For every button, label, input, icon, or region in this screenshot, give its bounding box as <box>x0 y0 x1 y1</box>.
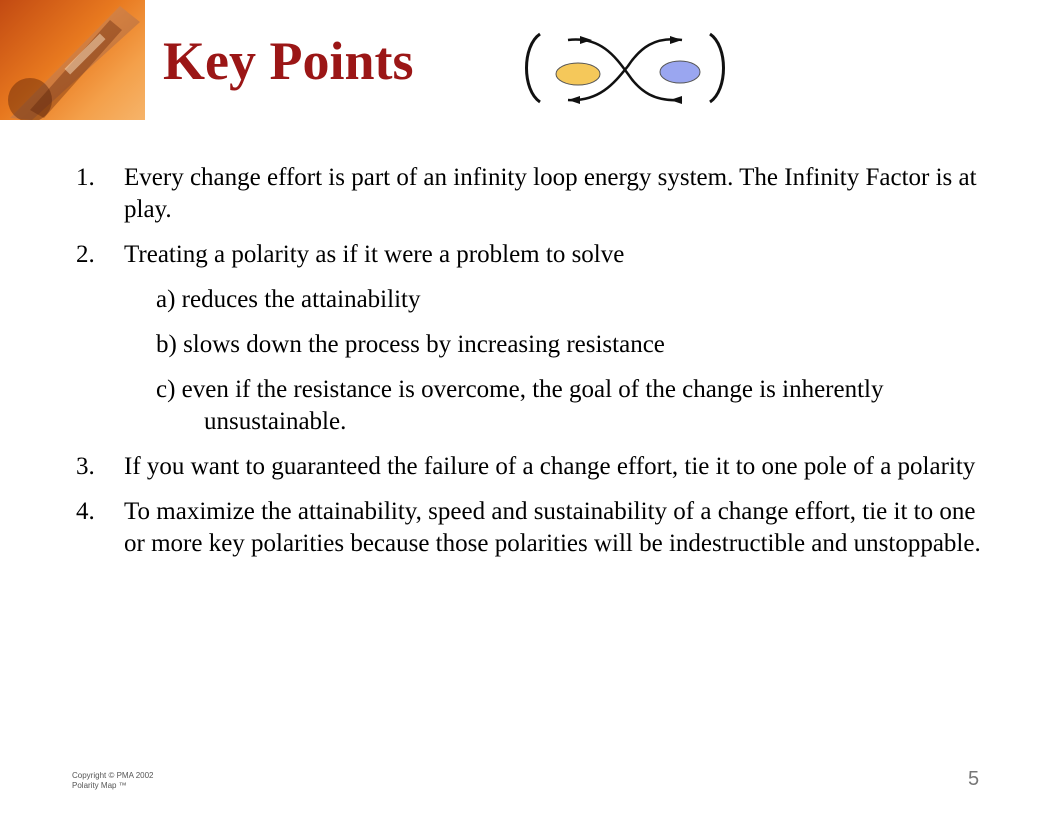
left-pole-ellipse <box>556 63 600 85</box>
sub-item: b) slows down the process by increasing resistance <box>156 331 665 358</box>
item-number: 3. <box>76 453 95 480</box>
list-item <box>72 162 1002 226</box>
trademark-text: Polarity Map ™ <box>72 781 127 790</box>
right-pole-ellipse <box>660 61 700 83</box>
sub-item: a) reduces the attainability <box>156 286 421 313</box>
slide-title: Key Points <box>163 31 414 91</box>
item-text: If you want to guaranteed the failure of a change effort, tie it to one pole of a polarity <box>124 453 976 480</box>
key-icon <box>0 0 145 120</box>
item-text: Treating a polarity as if it were a problem to solve <box>124 241 625 268</box>
item-number: 2. <box>76 241 95 268</box>
polarity-map-infinity-logo <box>520 28 730 108</box>
item-text: To maximize the attainability, speed and sustainability of a change effort, tie it to one or more key polarities because those polarities will be indestructible and unstoppable. <box>124 498 981 557</box>
page-number: 5 <box>968 768 980 790</box>
sub-item: c) even if the resistance is overcome, the goal of the change is inherently unsustainable. <box>156 376 884 435</box>
item-text: Every change effort is part of an infinity loop energy system. The Infinity Factor is at play. <box>124 164 977 223</box>
copyright-text: Copyright © PMA 2002 <box>72 771 154 780</box>
key-points-list <box>72 162 1002 573</box>
list-item <box>72 496 1002 560</box>
item-number: 1. <box>76 164 95 191</box>
list-item <box>72 239 1002 271</box>
item-number: 4. <box>76 498 95 525</box>
footer-copyright <box>72 771 154 791</box>
corner-key-image <box>0 0 145 120</box>
list-item <box>72 451 1002 483</box>
